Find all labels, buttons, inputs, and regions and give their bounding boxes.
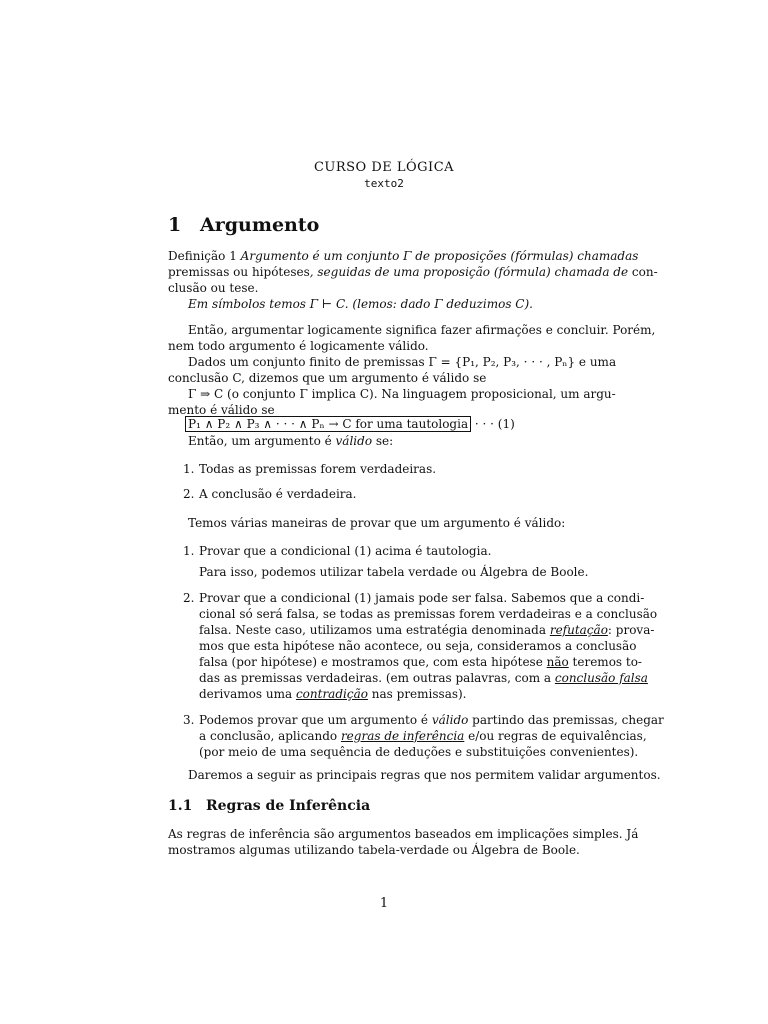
- definition-text: premissas ou hipóteses: [168, 265, 310, 279]
- text-span: não: [546, 655, 569, 669]
- list-number: 1.: [183, 462, 195, 476]
- text-span: partindo das premissas, chegar: [468, 713, 664, 727]
- paragraph-line: Daremos a seguir as principais regras que nos permitem validar argumentos.: [188, 768, 661, 782]
- section-number: 1: [168, 214, 182, 236]
- text-span: a conclusão, aplicando: [199, 729, 341, 743]
- paragraph-line: [188, 433, 393, 449]
- paragraph-line: Então, argumentar logicamente significa fazer afirmações e concluir. Porém,: [188, 323, 656, 337]
- text-span: refutação: [549, 623, 608, 637]
- paragraph-line: Temos várias maneiras de provar que um argumento é válido:: [188, 516, 566, 530]
- list-text: mos que esta hipótese não acontece, ou seja, consideramos a conclusão: [199, 639, 637, 653]
- text-span: Então, um argumento é: [188, 434, 336, 448]
- subsection-number: 1.1: [168, 798, 193, 814]
- definition-line-1: [168, 248, 638, 264]
- paragraph-line: Γ ⇒ C (o conjunto Γ implica C). Na linguagem proposicional, um argu-: [188, 387, 616, 401]
- text-span: Podemos provar que um argumento é: [199, 713, 432, 727]
- page-number: 1: [379, 896, 389, 911]
- section-heading: [168, 214, 319, 236]
- text-span: válido: [335, 434, 373, 448]
- text-span: válido: [431, 713, 469, 727]
- list-number: 1.: [183, 544, 195, 558]
- list-text: A conclusão é verdadeira.: [199, 487, 357, 501]
- list-text: cional só será falsa, se todas as premissas forem verdadeiras e a conclusão: [199, 607, 658, 621]
- text-span: falsa (por hipótese) e mostramos que, com esta hipótese: [199, 655, 547, 669]
- definition-line-2: [168, 264, 658, 280]
- text-span: derivamos uma: [199, 687, 296, 701]
- list-text: Provar que a condicional (1) jamais pode ser falsa. Sabemos que a condi-: [199, 591, 645, 605]
- list-number: 3.: [183, 713, 195, 727]
- list-text: Para isso, podemos utilizar tabela verdade ou Álgebra de Boole.: [199, 565, 589, 579]
- list-item: [183, 590, 644, 606]
- paragraph-line: As regras de inferência são argumentos baseados em implicações simples. Já: [168, 827, 639, 841]
- paragraph-line: conclusão C, dizemos que um argumento é válido se: [168, 371, 487, 385]
- boxed-formula: P₁ ∧ P₂ ∧ P₃ ∧ · · · ∧ Pₙ → C for uma tautologia: [185, 416, 471, 432]
- list-text: [199, 728, 647, 744]
- list-text: Todas as premissas forem verdadeiras.: [199, 462, 437, 476]
- list-text: [199, 654, 642, 670]
- list-number: 2.: [183, 487, 195, 501]
- document-subtitle: texto2: [364, 177, 404, 190]
- text-span: nas premissas).: [367, 687, 467, 701]
- paragraph-line: Dados um conjunto finito de premissas Γ = {P₁, P₂, P₃, · · · , Pₙ} e uma: [188, 355, 617, 369]
- paragraph-line: nem todo argumento é logicamente válido.: [168, 339, 429, 353]
- definition-text: con-: [628, 265, 658, 279]
- formula-reference: · · · (1): [471, 417, 515, 431]
- document-title: CURSO DE LÓGICA: [313, 160, 455, 175]
- paragraph-line: mento é válido se: [168, 403, 275, 417]
- subsection-heading: [168, 798, 370, 814]
- text-span: das as premissas verdadeiras. (em outras palavras, com a: [199, 671, 555, 685]
- text-span: contradição: [295, 687, 368, 701]
- text-span: e/ou regras de equivalências,: [464, 729, 647, 743]
- list-text: [199, 686, 467, 702]
- list-item: [183, 543, 491, 559]
- paragraph-line: mostramos algumas utilizando tabela-verdade ou Álgebra de Boole.: [168, 843, 580, 857]
- definition-symbols: Em símbolos temos Γ ⊢ C. (lemos: dado Γ deduzimos C).: [188, 297, 533, 311]
- formula-line: [185, 416, 515, 432]
- text-span: falsa. Neste caso, utilizamos uma estratégia denominada: [199, 623, 550, 637]
- list-text: [199, 670, 648, 686]
- list-item: [183, 461, 436, 477]
- text-span: : prova-: [607, 623, 655, 637]
- text-span: se:: [372, 434, 394, 448]
- text-span: conclusão falsa: [554, 671, 648, 685]
- list-text: [199, 622, 654, 638]
- list-item: [183, 486, 357, 502]
- section-title: Argumento: [200, 214, 320, 236]
- definition-text: Argumento é um conjunto Γ de proposições (fórmulas) chamadas: [240, 249, 639, 263]
- list-item: [183, 712, 664, 728]
- definition-label: Definição 1: [168, 249, 237, 263]
- list-text: (por meio de uma sequência de deduções e substituições convenientes).: [199, 745, 639, 759]
- text-span: teremos to-: [568, 655, 642, 669]
- definition-text: , seguidas de uma proposição (fórmula) chamada de: [309, 265, 629, 279]
- definition-line-3: clusão ou tese.: [168, 281, 259, 295]
- list-number: 2.: [183, 591, 195, 605]
- text-span: regras de inferência: [340, 729, 465, 743]
- subsection-title: Regras de Inferência: [206, 798, 371, 814]
- list-text: Provar que a condicional (1) acima é tautologia.: [199, 544, 492, 558]
